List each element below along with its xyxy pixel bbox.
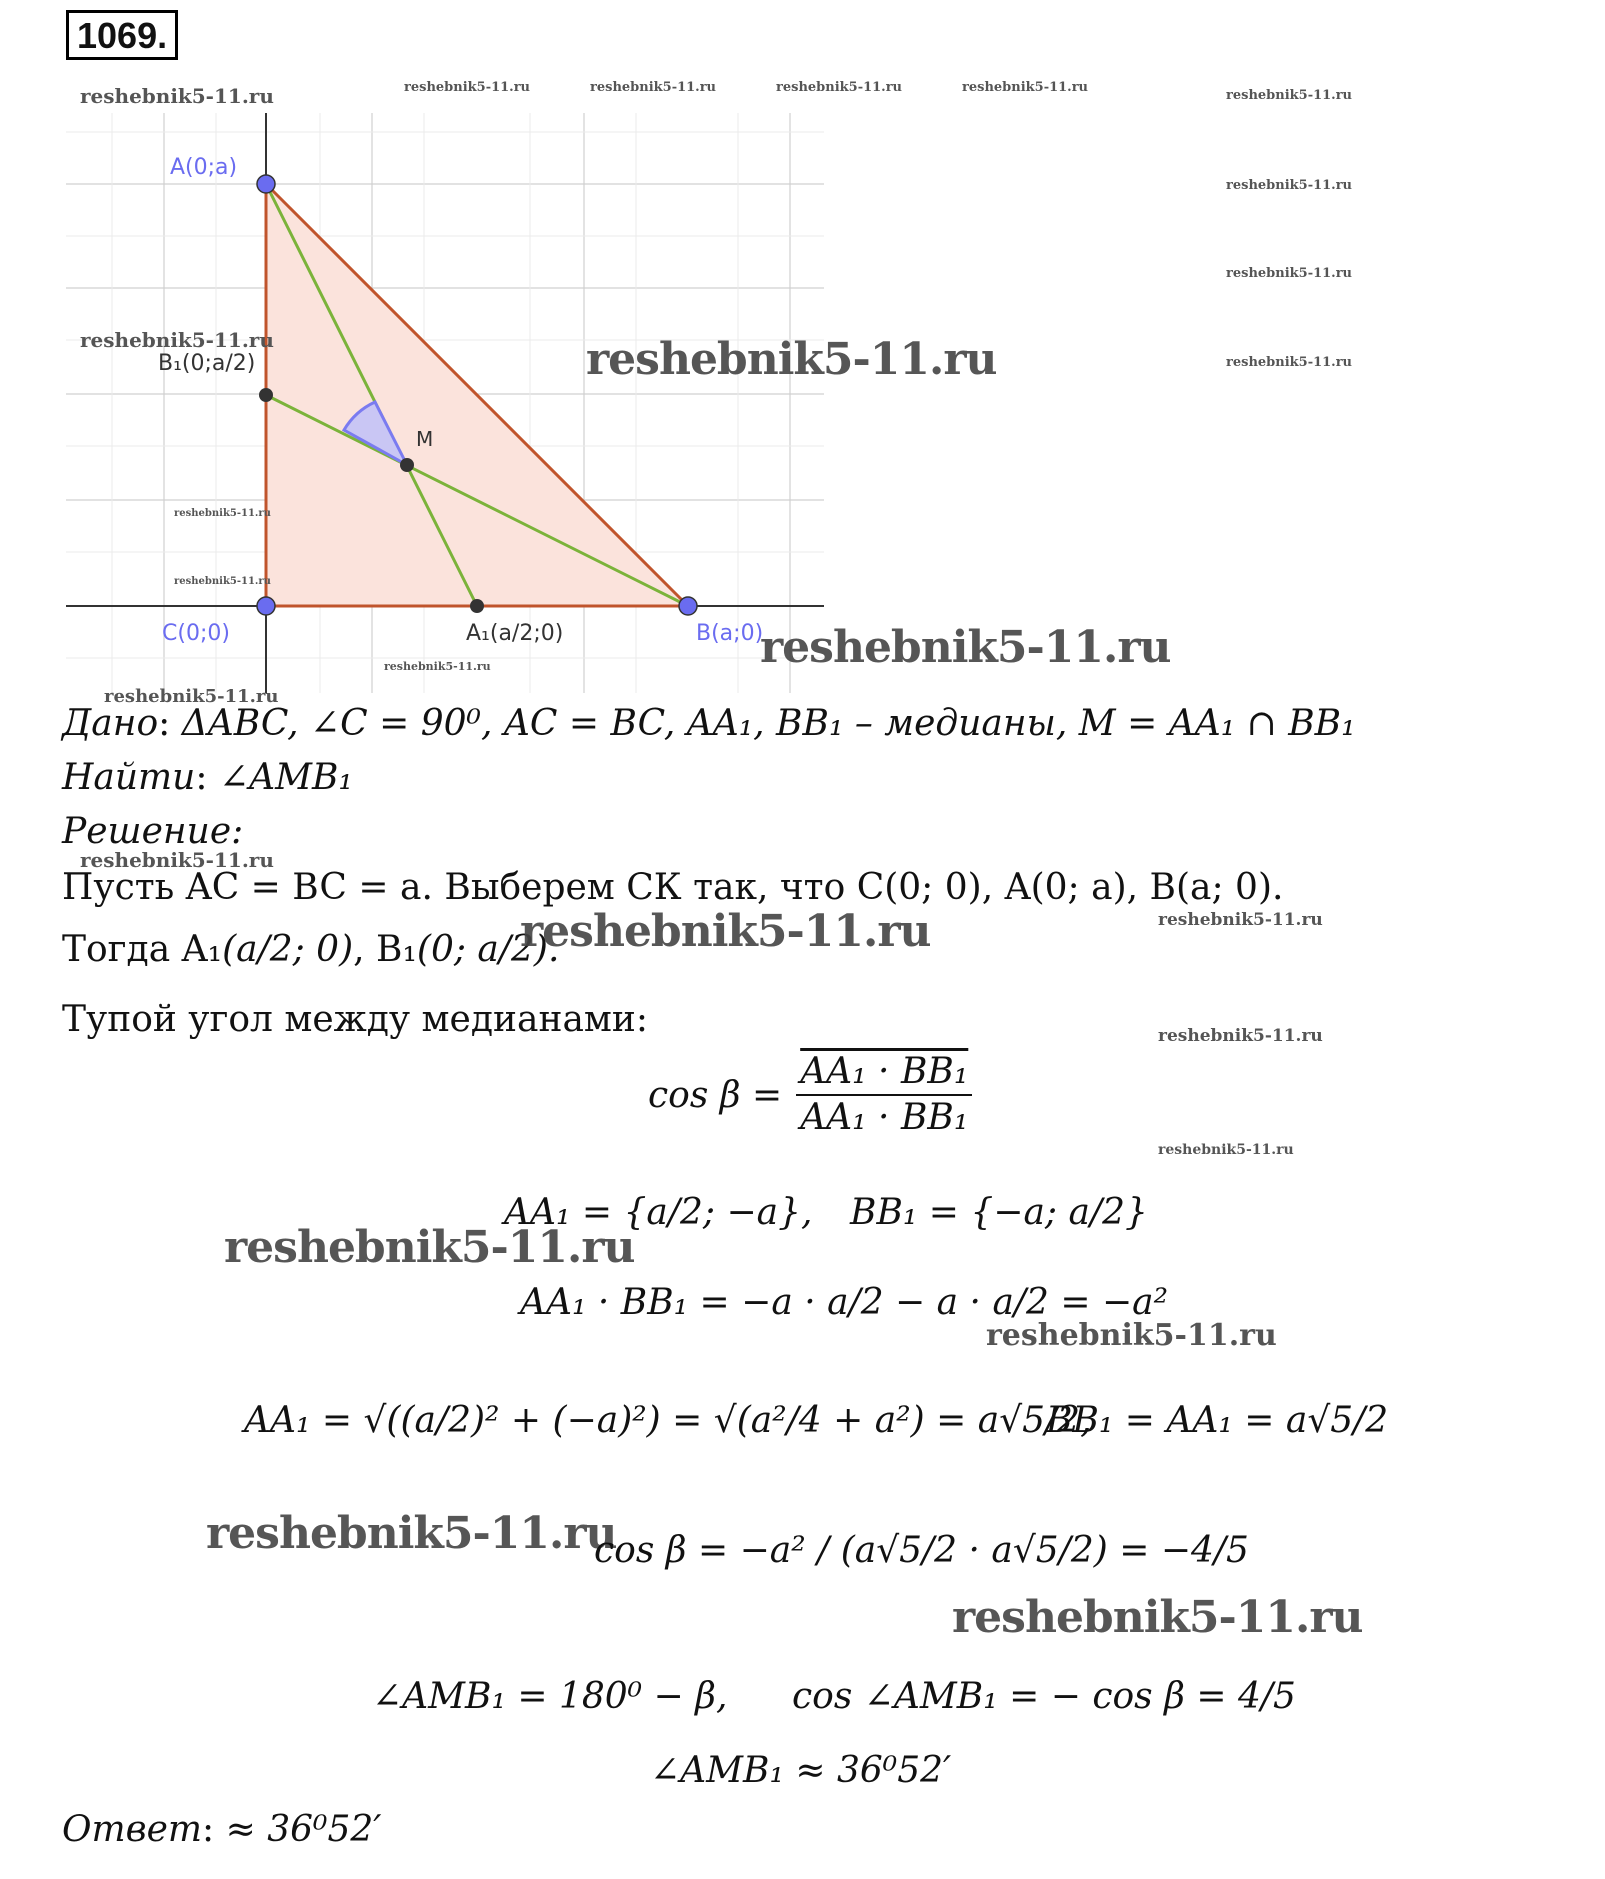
a1-coords: (a/2; 0) bbox=[222, 929, 354, 970]
line2-b1-prefix: , B₁ bbox=[353, 929, 417, 970]
solution-line-2 bbox=[62, 928, 559, 972]
label-a1: A₁(a/2;0) bbox=[466, 621, 564, 646]
vector-aa1: AA₁ = {a/2; −a}, bbox=[504, 1192, 813, 1233]
point-m bbox=[400, 458, 414, 472]
watermark: reshebnik5-11.ru bbox=[206, 1508, 617, 1559]
cos-def-lhs: cos β = bbox=[648, 1074, 783, 1116]
watermark: reshebnik5-11.ru bbox=[952, 1592, 1363, 1643]
watermark: reshebnik5-11.ru bbox=[520, 906, 931, 957]
watermark: reshebnik5-11.ru bbox=[384, 660, 491, 673]
angle-relation: ∠AMB₁ = 180⁰ − β, bbox=[372, 1676, 728, 1717]
watermark: reshebnik5-11.ru bbox=[962, 80, 1089, 95]
answer-label: Ответ bbox=[62, 1809, 203, 1850]
watermark: reshebnik5-11.ru bbox=[174, 508, 271, 519]
length-bb1: BB₁ = AA₁ = a√5/2 bbox=[1046, 1400, 1389, 1441]
watermark: reshebnik5-11.ru bbox=[404, 80, 531, 95]
watermark: reshebnik5-11.ru bbox=[1158, 1026, 1323, 1046]
watermark: reshebnik5-11.ru bbox=[586, 334, 997, 385]
find-line: Найти: ∠AMB₁ bbox=[62, 757, 353, 798]
solution-line-3: Тупой угол между медианами: bbox=[62, 999, 649, 1040]
cos-def-fraction bbox=[796, 1050, 972, 1140]
problem-number: 1069. bbox=[66, 10, 178, 60]
vector-bb1: BB₁ = {−a; a/2} bbox=[850, 1192, 1148, 1233]
watermark: reshebnik5-11.ru bbox=[224, 1222, 635, 1273]
angle-value: ∠AMB₁ ≈ 36⁰52′ bbox=[650, 1750, 952, 1791]
solution-line-1: Пусть AC = BC = a. Выберем СК так, что C(0; 0), A(0; a), B(a; 0). bbox=[62, 867, 1284, 908]
cos-definition bbox=[648, 1050, 976, 1140]
watermark: reshebnik5-11.ru bbox=[760, 622, 1171, 673]
watermark: reshebnik5-11.ru bbox=[80, 328, 274, 352]
answer-text: ≈ 36⁰52′ bbox=[225, 1809, 382, 1850]
line2-prefix: Тогда A₁ bbox=[62, 929, 223, 970]
point-c bbox=[257, 597, 275, 615]
solution-label: Решение: bbox=[62, 811, 244, 852]
given-label: Дано bbox=[62, 703, 159, 744]
label-m: M bbox=[416, 427, 434, 451]
length-aa1: AA₁ = √((a/2)² + (−a)²) = √(a²/4 + a²) = a√5/2, bbox=[244, 1400, 1092, 1441]
watermark: reshebnik5-11.ru bbox=[1158, 1142, 1294, 1158]
geometry-figure bbox=[66, 108, 826, 696]
b1-coords: (0; a/2). bbox=[416, 929, 560, 970]
watermark: reshebnik5-11.ru bbox=[1226, 178, 1353, 193]
point-b bbox=[679, 597, 697, 615]
cos-value: cos β = −a² / (a√5/2 · a√5/2) = −4/5 bbox=[594, 1530, 1249, 1571]
angle-cos: cos ∠AMB₁ = − cos β = 4/5 bbox=[792, 1676, 1296, 1717]
watermark: reshebnik5-11.ru bbox=[80, 848, 274, 872]
watermark: reshebnik5-11.ru bbox=[104, 686, 279, 707]
cos-def-denominator: AA₁ · BB₁ bbox=[800, 1097, 969, 1138]
given-text: ΔABC, ∠C = 90⁰, AC = BC, AA₁, BB₁ – медианы, M = AA₁ ∩ BB₁ bbox=[181, 703, 1356, 744]
cos-def-numerator: AA₁ · BB₁ bbox=[796, 1050, 972, 1096]
label-a: A(0;a) bbox=[170, 155, 238, 180]
watermark: reshebnik5-11.ru bbox=[776, 80, 903, 95]
dot-product: AA₁ · BB₁ = −a · a/2 − a · a/2 = −a² bbox=[520, 1282, 1169, 1323]
find-text: ∠AMB₁ bbox=[218, 757, 353, 798]
watermark: reshebnik5-11.ru bbox=[1158, 910, 1323, 930]
watermark: reshebnik5-11.ru bbox=[80, 84, 274, 108]
answer-line: Ответ: ≈ 36⁰52′ bbox=[62, 1809, 382, 1850]
point-a1 bbox=[470, 599, 484, 613]
watermark: reshebnik5-11.ru bbox=[174, 576, 271, 587]
point-a bbox=[257, 175, 275, 193]
point-b1 bbox=[259, 388, 273, 402]
watermark: reshebnik5-11.ru bbox=[1226, 266, 1353, 281]
watermark: reshebnik5-11.ru bbox=[590, 80, 717, 95]
given-line: Дано: ΔABC, ∠C = 90⁰, AC = BC, AA₁, BB₁ – медианы, M = AA₁ ∩ BB₁ bbox=[62, 703, 1356, 744]
watermark: reshebnik5-11.ru bbox=[1226, 88, 1353, 103]
label-b1: B₁(0;a/2) bbox=[158, 351, 256, 376]
find-label: Найти bbox=[62, 757, 196, 798]
watermark: reshebnik5-11.ru bbox=[1226, 355, 1353, 370]
label-c: C(0;0) bbox=[162, 621, 230, 646]
label-b: B(a;0) bbox=[696, 621, 764, 646]
watermark: reshebnik5-11.ru bbox=[986, 1318, 1277, 1353]
